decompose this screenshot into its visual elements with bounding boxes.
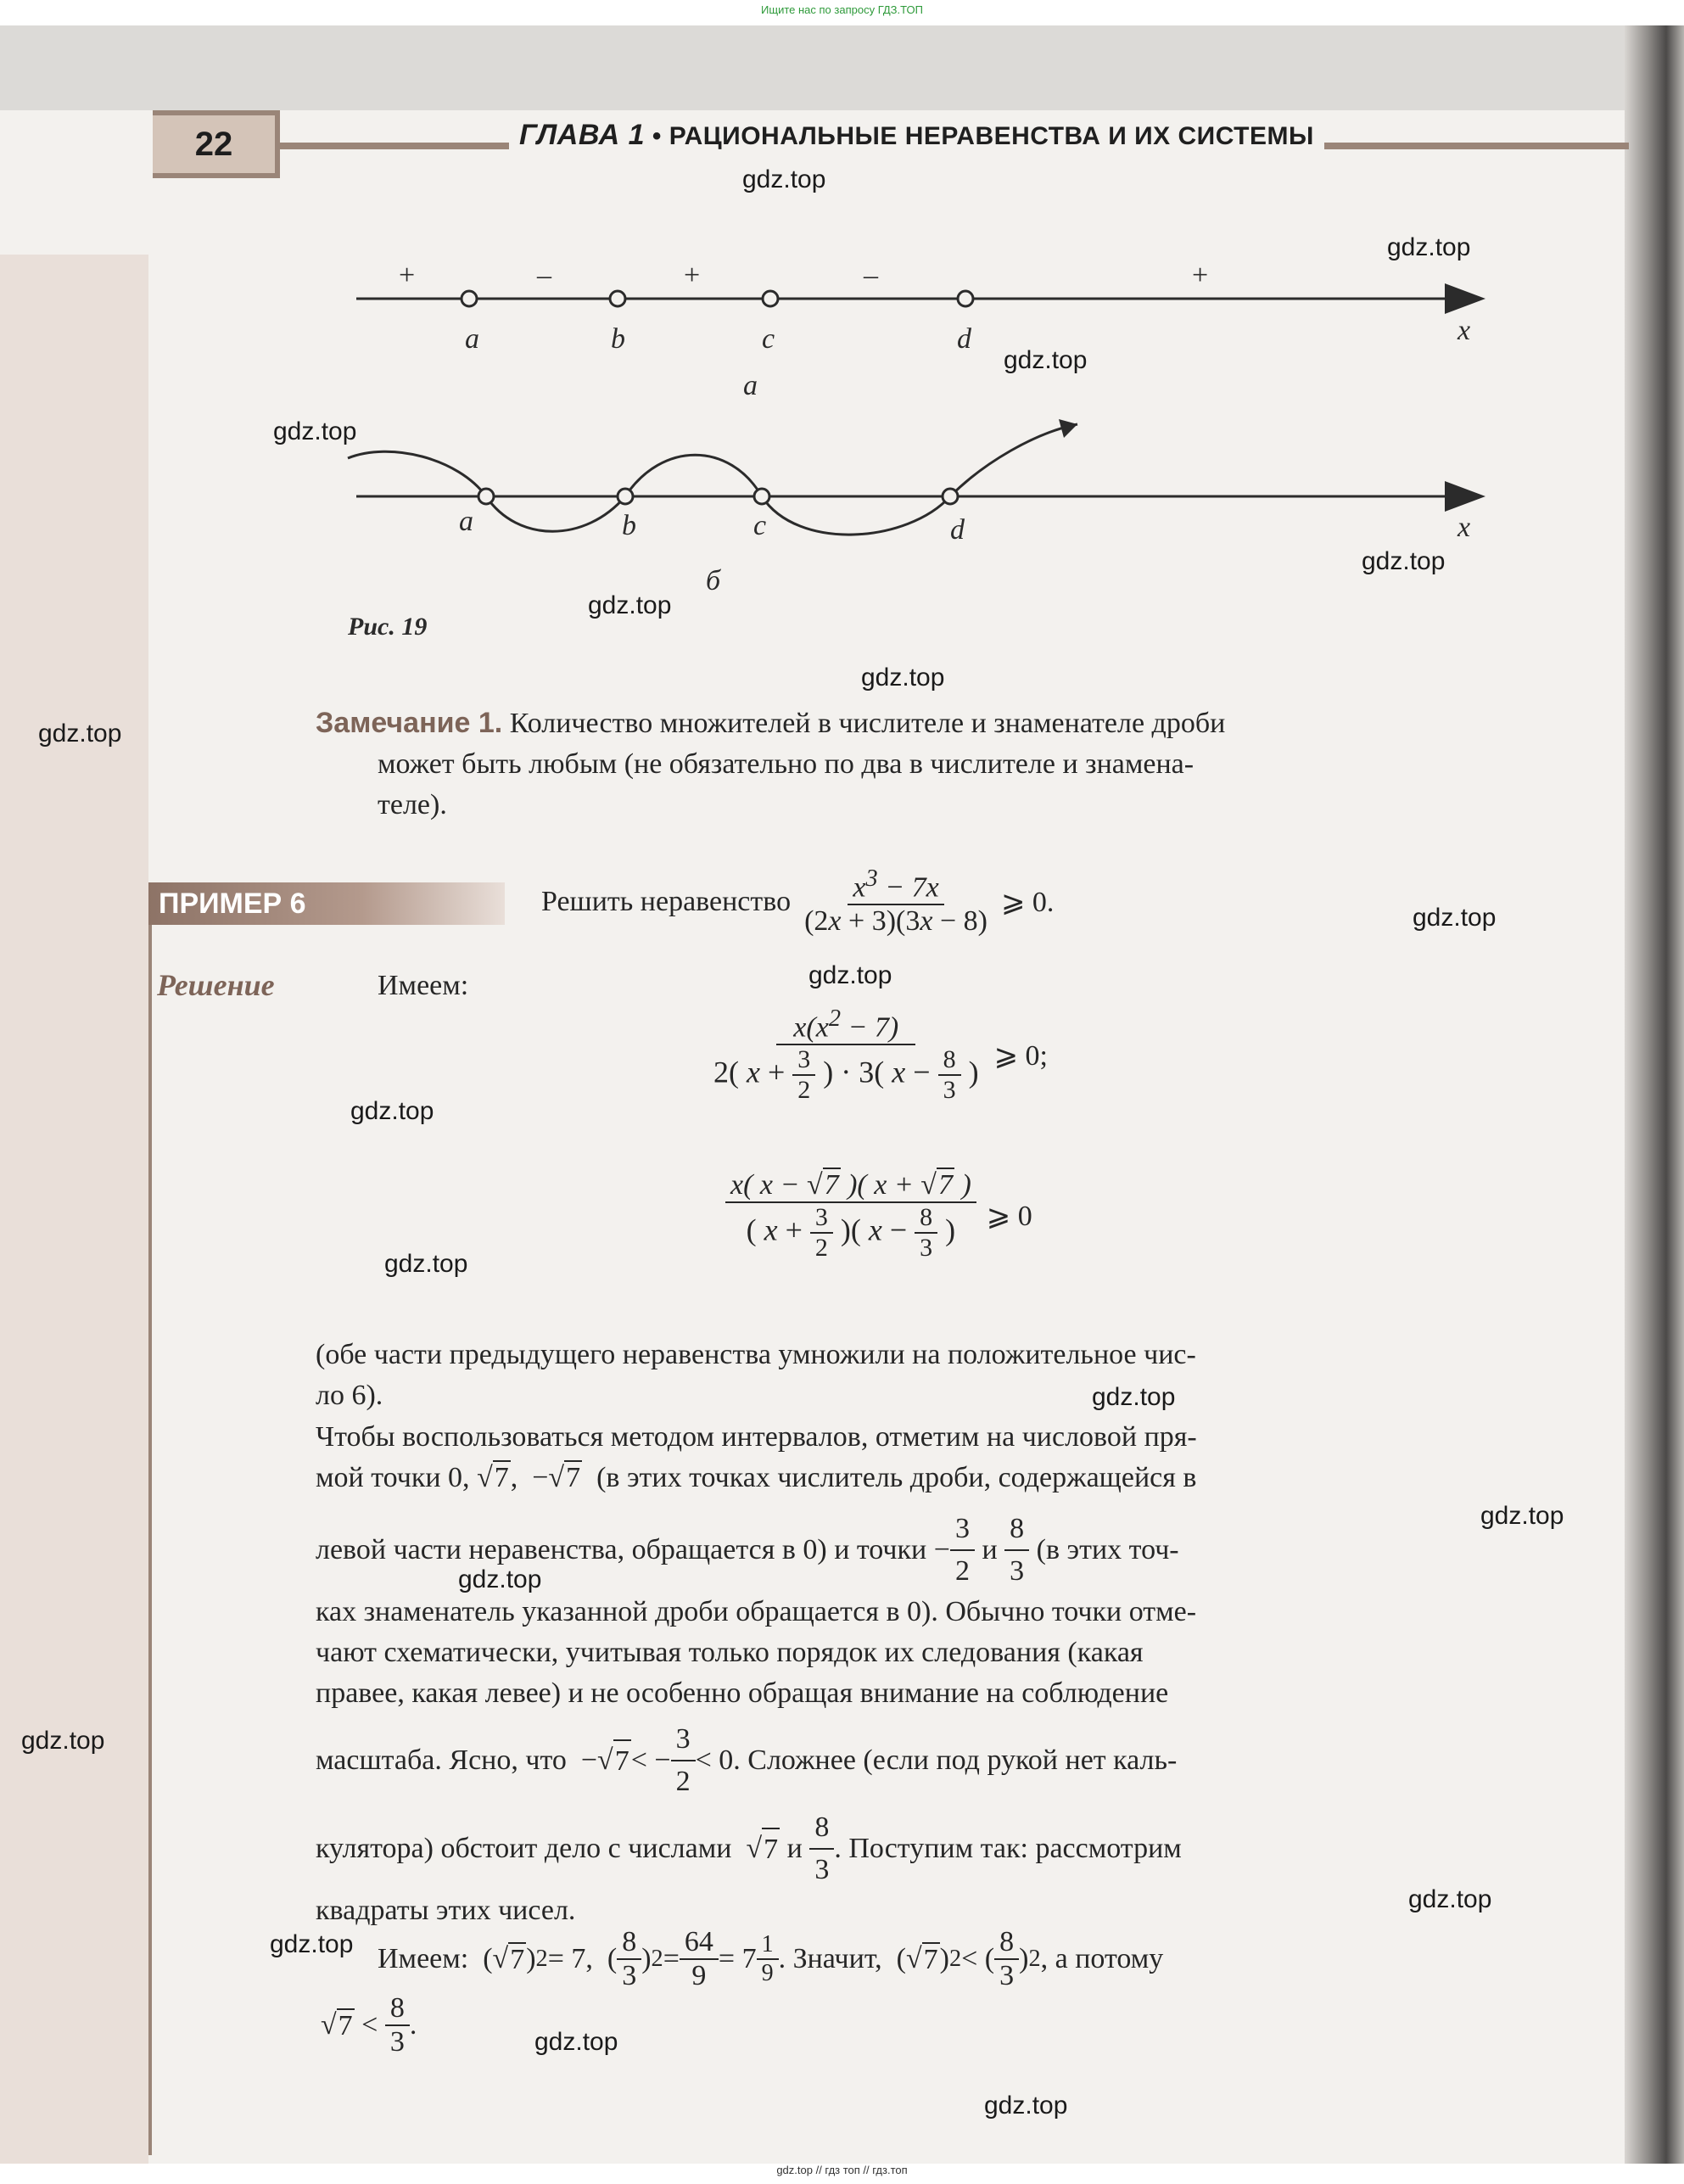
sign-3: + [684,260,701,291]
watermark-stamp: gdz.top [1413,904,1497,932]
task-line: Решить неравенство $\frac{x^3 - 7x}{(2x + 3)(3x - 8)}$ ⩾ 0. [541,865,1055,938]
p2-line-3c: (в этих точ- [1036,1534,1179,1565]
p2-line-2a: мой точки 0, [316,1462,470,1493]
p3-b: Значит, [792,1943,882,1974]
task-fraction: $\frac{x^3 - 7x}{(2x + 3)(3x - 8)}$ [804,865,987,938]
p2-line-9: квадраты этих чисел. [316,1895,576,1926]
point-b-a [478,489,494,504]
remark-line-3: теле). [378,789,447,820]
chapter-label: ГЛАВА 1 [519,119,645,151]
point-a-b [610,291,625,306]
label-a-a: a [465,323,479,355]
imeem-label: Имеем: [378,970,469,1001]
top-watermark[interactable]: Ищите нас по запросу ГДЗ.ТОП [761,3,923,16]
sign-1: + [399,260,416,291]
point-a-d [958,291,973,306]
p3-a: Имеем: [378,1943,469,1974]
conclusion: √ 7 < $\frac{8}{3}$ . [321,1992,417,2058]
p2-line-3b: и [982,1534,998,1565]
point-b-d [943,489,958,504]
subfigure-a-label: a [743,370,758,401]
watermark-stamp: gdz.top [21,1727,105,1755]
label-a-d: d [957,323,971,355]
sign-2: – [537,260,551,291]
p2-line-6: правее, какая левее) и не особенно обращая внимание на соблюдение [316,1677,1169,1709]
watermark-stamp: gdz.top [1387,233,1471,261]
point-a-c [763,291,778,306]
axis-label-a: x [1457,315,1471,346]
label-b-c: c [753,510,767,541]
label-b-b: b [622,510,636,541]
p1-line-1: (обе части предыдущего неравенства умножили на положительное чис- [316,1339,1196,1370]
inequality-1: $x(x^2 - 7)$ 2( x + $\frac{3}{2}$ ) · 3( x − $\frac{8}{3}$ ) ⩾ 0; [713,1005,1048,1105]
curve-arrow [1059,419,1077,438]
remark-line-2: может быть любым (не обязательно по два в числителе и знамена- [378,748,1194,780]
point-b-b [618,489,633,504]
example-label: ПРИМЕР 6 [148,882,505,925]
page-number: 22 [153,110,280,178]
inequality-2: x( x − √7 )( x + √7 ) ( x + $\frac{3}{2}$ )( x − $\frac{8}{3}$ ) ⩾ 0 [725,1169,1032,1263]
watermark-stamp: gdz.top [1480,1502,1564,1530]
diagram-a [356,260,1480,401]
chapter-bullet: • [652,122,662,150]
p2-line-8b: и [786,1833,803,1864]
diagram-b [348,419,1480,596]
label-b-d: d [950,514,965,546]
watermark-stamp: gdz.top [861,664,945,692]
p2-line-7b: Сложнее (если под рукой нет каль- [747,1744,1178,1776]
example-rule [148,925,152,2155]
watermark-stamp: gdz.top [38,720,122,748]
axis-label-b: x [1457,512,1471,543]
p2-line-7a: масштаба. Ясно, что [316,1744,567,1776]
watermark-stamp: gdz.top [1092,1383,1176,1411]
p1-line-2: ло 6). [316,1380,383,1411]
chapter-title: РАЦИОНАЛЬНЫЕ НЕРАВЕНСТВА И ИХ СИСТЕМЫ [669,122,1314,150]
watermark-stamp: gdz.top [534,2028,618,2056]
watermark-stamp: gdz.top [1408,1885,1492,1913]
paragraph-2: Чтобы воспользоваться методом интервалов, отметим на числовой пря- мой точки 0, √7, −√7 (в этих точках числитель дроби, содержащейся в левой части неравенства, обращается в 0) и точки − $\frac{3}{2}$ и $\frac{8}{3}$ (в этих точ- ках знаменатель указанной дроби обращается в 0). Обычно точки отме- чают схематически, учитывая только порядок их следования (какая правее, какая левее) и не особенно обращая внимание на соблюдение масштаба. Ясно, что −√ 7 < − $\frac{3}{2}$ < 0. Сложнее (если под рукой нет каль- кулятора) обстоит дело с числами √ 7 и $\frac{8}{3}$ . Поступим так: рассмотрим квадраты этих чисел. [316,1417,1520,1931]
watermark-stamp: gdz.top [588,591,672,619]
p2-line-2b: (в этих точках числитель дроби, содержащейся в [596,1462,1197,1493]
watermark-stamp: gdz.top [742,165,826,193]
watermark-stamp: gdz.top [350,1097,434,1125]
p2-line-5: чают схематически, учитывая только порядок их следования (какая [316,1637,1144,1668]
watermark-stamp: gdz.top [270,1930,354,1958]
watermark-stamp: gdz.top [1362,547,1446,575]
label-b-a: a [459,506,473,537]
sign-4: – [864,260,878,291]
sign-5: + [1192,260,1209,291]
bottom-watermark: gdz.top // гдз топ // гдз.топ [776,2164,908,2176]
solution-label: Решение [157,968,275,1002]
remark [316,703,1520,826]
watermark-stamp: gdz.top [1004,346,1088,374]
p2-line-8a: кулятора) обстоит дело с числами [316,1833,732,1864]
task-text: Решить неравенство [541,885,792,917]
subfigure-b-label: б [706,565,721,596]
p2-line-8c: Поступим так: рассмотрим [848,1833,1182,1864]
remark-line-1: Количество множителей в числителе и знаменателе дроби [509,708,1226,739]
figure-19 [0,0,1684,679]
paragraph-3: Имеем: (√ 7 ) 2 = 7, ( $\frac{8}{3}$ ) 2 = $\frac{64}{9}$ = 7 $\frac{1}{9}$ . Значит, (√ 7 ) 2 < ( $\frac{8}{3}$ ) 2 , а потому [378,1926,1164,1991]
point-b-c [754,489,769,504]
p2-line-4: ках знаменатель указанной дроби обращается в 0). Обычно точки отме- [316,1596,1197,1627]
watermark-stamp: gdz.top [808,961,892,989]
point-a-a [462,291,477,306]
p3-c: , а потому [1040,1943,1164,1974]
p2-line-1: Чтобы воспользоваться методом интервалов, отметим на числовой пря- [316,1421,1197,1453]
label-a-c: c [762,323,775,355]
remark-heading: Замечание 1. [316,707,503,739]
sign-curve [348,424,1077,535]
watermark-stamp: gdz.top [458,1565,542,1593]
paragraph-1 [316,1335,1520,1416]
watermark-stamp: gdz.top [273,417,357,445]
p2-line-3a: левой части неравенства, обращается в 0) и точки [316,1534,927,1565]
watermark-stamp: gdz.top [384,1250,468,1278]
figure-caption: Рис. 19 [348,613,428,641]
label-a-b: b [611,323,625,355]
watermark-stamp: gdz.top [984,2092,1068,2120]
